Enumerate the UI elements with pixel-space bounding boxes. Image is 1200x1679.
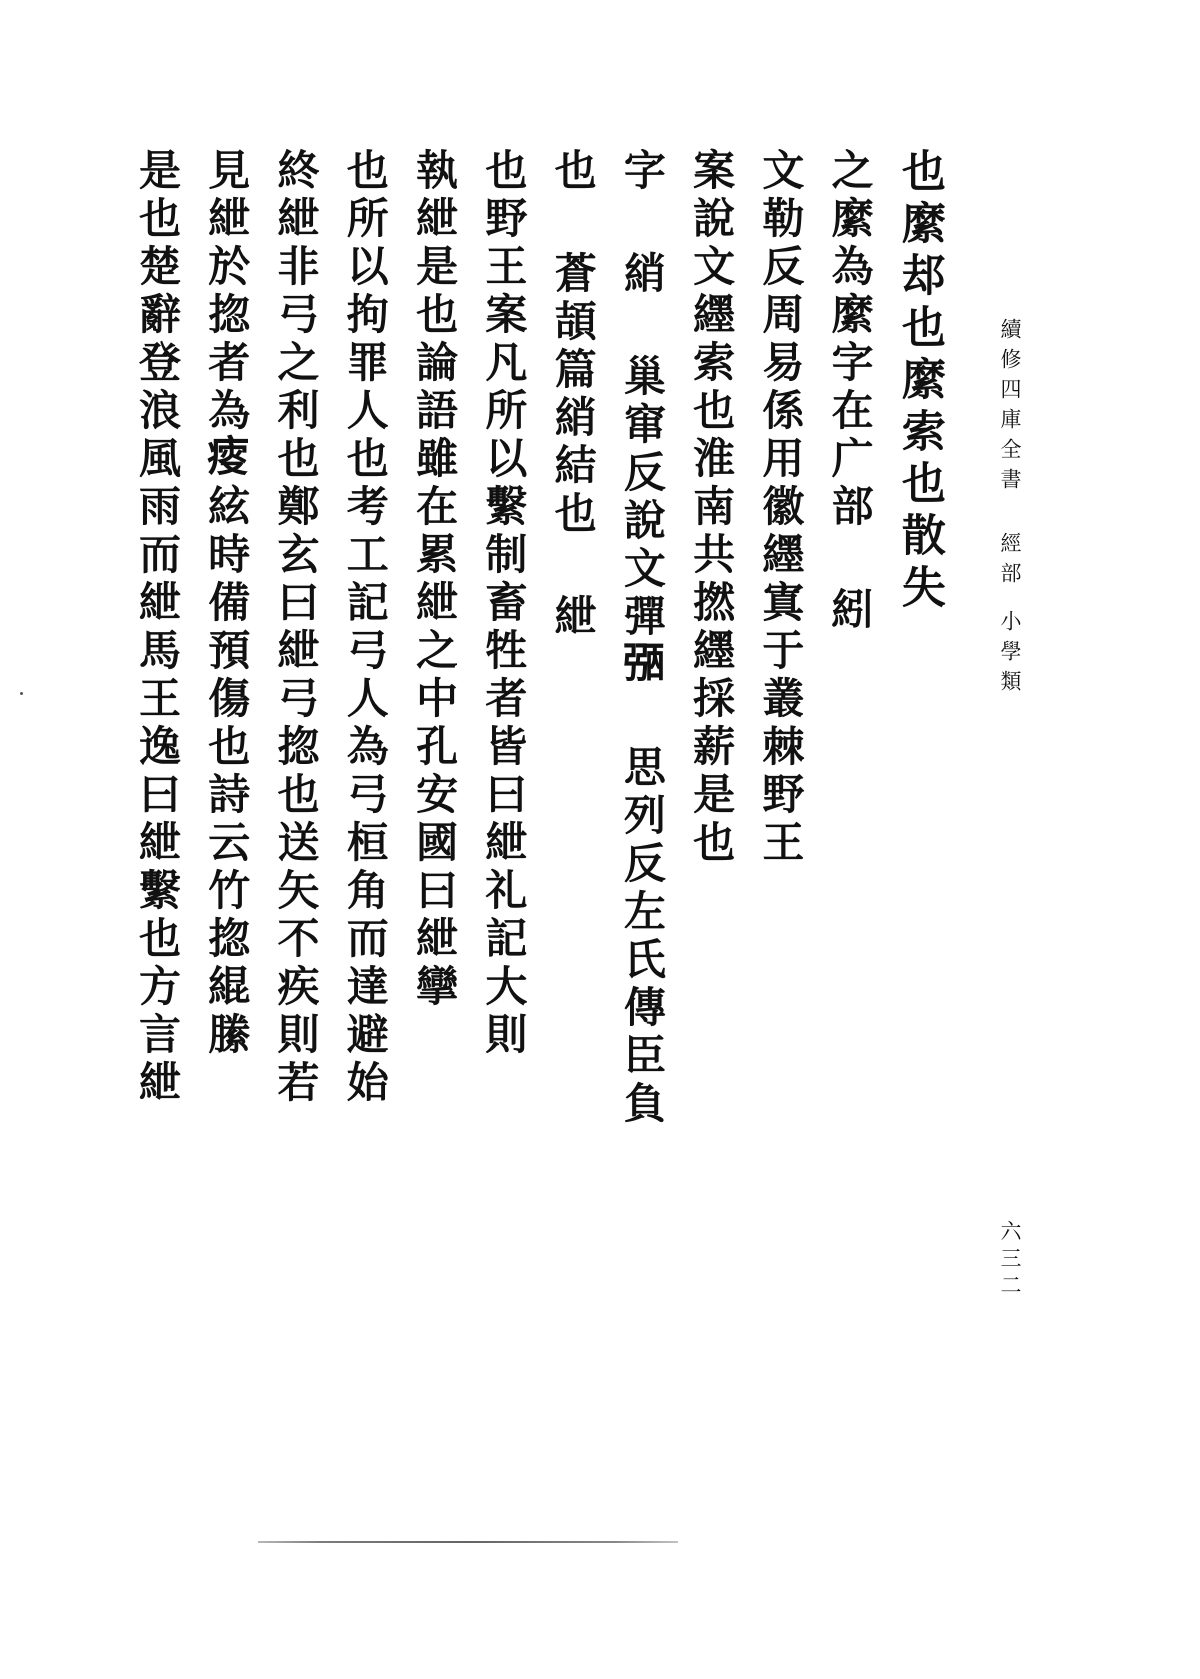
scan-speck: [20, 692, 23, 695]
text-column-2: 之縻為縻字在广部 紖: [825, 148, 875, 635]
vertical-text-body: [128, 148, 948, 1538]
section-label: 經部: [998, 532, 1022, 592]
text-column-12: 是也楚辭登浪風雨而紲馬王逸曰紲繫也方言紲: [133, 148, 182, 1108]
text-column-3: 文勒反周易係用徽纆寘于叢棘野王: [756, 148, 806, 868]
text-column-5: 字 綃 巢窜反說文彈𢐀 思列反左氏傳臣負: [617, 148, 667, 1129]
category-label: 小學類: [998, 610, 1022, 700]
text-column-10: 終紲非弓之利也鄭玄曰紲弓㧾也送矢不疾則若: [271, 148, 321, 1108]
margin-header: [995, 318, 1025, 700]
text-column-6: 也 蒼頡篇綃結也 紲: [548, 148, 598, 642]
text-column-11: 見紲於㧾者為𤸃絃時備預傷也詩云竹㧾緄縢: [202, 148, 252, 1060]
text-column-7: 也野王案凡所以繫制畜牲者皆曰紲礼記大則: [479, 148, 529, 1060]
text-column-9: 也所以拘罪人也考工記弓人為弓桓角而達避始: [340, 148, 390, 1108]
book-title: 續修四庫全書: [998, 318, 1022, 498]
text-column-8: 執紲是也論語雖在累紲之中孔安國曰紲攣: [410, 148, 460, 1012]
text-column-4: 案說文纆索也淮南共撚纆採薪是也: [687, 148, 737, 868]
bottom-rule: [258, 1541, 678, 1543]
page-number: 六三二: [998, 1220, 1022, 1301]
text-column-1: 也縻𨚫也縻索也散失: [893, 148, 945, 616]
